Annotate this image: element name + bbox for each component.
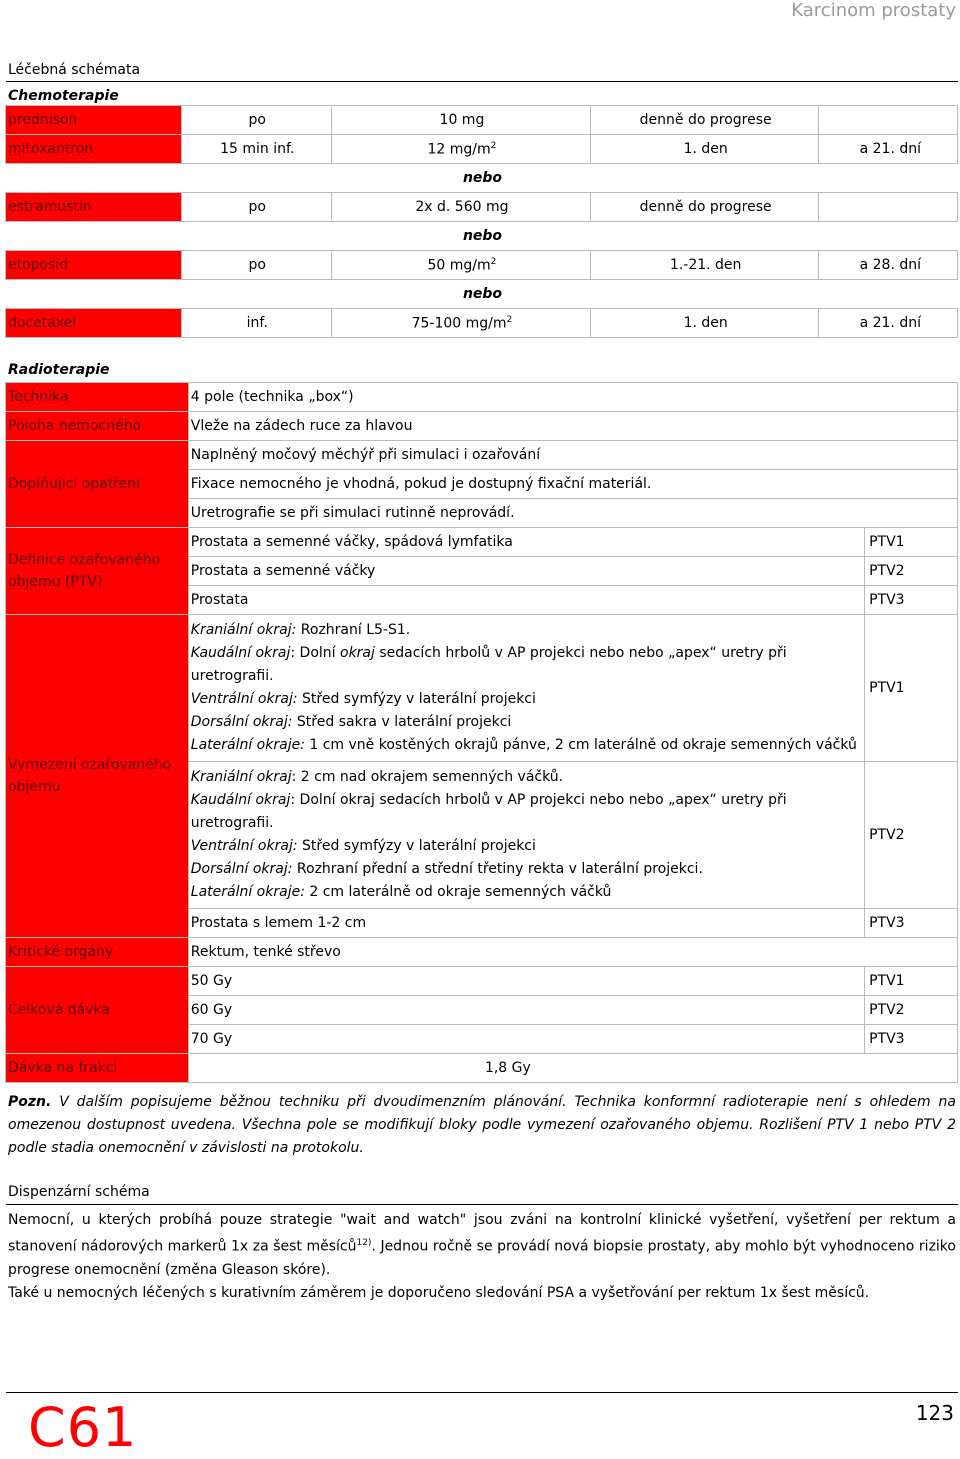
days: denně do progrese xyxy=(591,193,819,222)
note-paragraph xyxy=(8,1091,956,1160)
radio-row-definice xyxy=(6,528,958,557)
ptv2-boundaries xyxy=(188,762,864,909)
chemo-table xyxy=(5,105,958,338)
row-label: Celková dávka xyxy=(6,967,189,1054)
radio-row-frakce xyxy=(6,1054,958,1083)
page-number: 123 xyxy=(915,1401,954,1425)
chemo-row-nebo xyxy=(6,280,958,309)
radio-row-celkova xyxy=(6,967,958,996)
boundary-line: Kraniální okraj: 2 cm nad okrajem semenných váčků. xyxy=(190,769,564,785)
boundary-line: Kaudální okraj: Dolní okraj sedacích hrbolů v AP projekci nebo nebo „apex“ uretry při uretrografii. xyxy=(190,792,787,831)
row-label: Dávka na frakci xyxy=(6,1054,189,1083)
days: denně do progrese xyxy=(591,106,819,135)
chemo-row-nebo xyxy=(6,164,958,193)
dose-value: 70 Gy xyxy=(188,1025,864,1054)
boundary-line: Dorsální okraj: Střed sakra v laterální projekci xyxy=(190,714,512,730)
ptv-tag: PTV3 xyxy=(865,586,958,615)
row-value: Naplněný močový měchýř při simulaci i ozařování xyxy=(188,441,957,470)
section-title-chemo: Chemoterapie xyxy=(8,88,119,104)
cycle xyxy=(819,193,958,222)
ptv-description: Prostata s lemem 1-2 cm xyxy=(188,909,864,938)
chemo-row-nebo xyxy=(6,222,958,251)
boundary-line: Kraniální okraj: Rozhraní L5-S1. xyxy=(190,622,411,638)
ptv-tag: PTV1 xyxy=(865,615,958,762)
ptv-tag: PTV1 xyxy=(865,528,958,557)
drug-name: prednison xyxy=(6,106,182,135)
row-value: Vleže na zádech ruce za hlavou xyxy=(188,412,957,441)
boundary-line: Laterální okraje: 2 cm laterálně od okraje semenných váčků xyxy=(190,884,612,900)
ptv-tag: PTV2 xyxy=(865,557,958,586)
row-label: Vymezení ozařovaného objemu xyxy=(6,615,189,938)
radio-row-kriticke xyxy=(6,938,958,967)
boundary-line: Laterální okraje: 1 cm vně kostěných okrajů pánve, 2 cm laterálně od okraje semenných váčků xyxy=(190,737,857,753)
row-value: 4 pole (technika „box“) xyxy=(188,383,957,412)
dose: 50 $mg/m^2$ xyxy=(331,251,591,280)
boundary-line: Ventrální okraj: Střed symfýzy v laterální projekci xyxy=(190,691,536,707)
chemo-row xyxy=(6,193,958,222)
route: po xyxy=(181,193,331,222)
divider xyxy=(6,1204,958,1205)
dose-value: 50 Gy xyxy=(188,967,864,996)
nebo-separator: nebo xyxy=(6,164,958,193)
dose: 10 mg xyxy=(331,106,591,135)
row-label: Definice ozařovaného objemu (PTV) xyxy=(6,528,189,615)
drug-name: estramustin xyxy=(6,193,182,222)
drug-name: etoposid xyxy=(6,251,182,280)
footer-diagnosis-code: C61 xyxy=(28,1396,138,1459)
section-title-lecebna: Léčebná schémata xyxy=(8,62,141,78)
cycle: a 21. dní xyxy=(819,135,958,164)
dose-value: 60 Gy xyxy=(188,996,864,1025)
cycle: a 28. dní xyxy=(819,251,958,280)
row-value: Fixace nemocného je vhodná, pokud je dostupný fixační materiál. xyxy=(188,470,957,499)
days: 1. den xyxy=(591,135,819,164)
cycle: a 21. dní xyxy=(819,309,958,338)
ptv-tag: PTV3 xyxy=(865,909,958,938)
dose: 75-100 $mg/m^2$ xyxy=(331,309,591,338)
ptv-tag: PTV1 xyxy=(865,967,958,996)
cycle xyxy=(819,106,958,135)
boundary-line: Dorsální okraj: Rozhraní přední a střední třetiny rekta v laterální projekci. xyxy=(190,861,703,877)
nebo-separator: nebo xyxy=(6,222,958,251)
radio-table xyxy=(5,382,958,1083)
disp-body xyxy=(8,1209,956,1305)
row-label: Poloha nemocného xyxy=(6,412,189,441)
route: 15 min inf. xyxy=(181,135,331,164)
route: po xyxy=(181,251,331,280)
chemo-row xyxy=(6,135,958,164)
row-label: Technika xyxy=(6,383,189,412)
drug-name: mitoxantron xyxy=(6,135,182,164)
drug-name: docetaxel xyxy=(6,309,182,338)
chemo-row xyxy=(6,106,958,135)
dose: 2x d. 560 mg xyxy=(331,193,591,222)
chemo-row xyxy=(6,251,958,280)
row-value: Rektum, tenké střevo xyxy=(188,938,957,967)
divider xyxy=(6,81,958,82)
row-value: Uretrografie se při simulaci rutinně neprovádí. xyxy=(188,499,957,528)
row-value: 1,8 Gy xyxy=(188,1054,957,1083)
disp-paragraph: Nemocní, u kterých probíhá pouze strategie "wait and watch" jsou zváni na kontrolní klinické vyšetření, vyšetření per rektum a stanovení nádorových markerů 1x za šest měsíců$^{12)}$. Jednou ročně se provádí nová biopsie prostaty, aby mohlo být vyhodnoceno riziko progrese onemocnění (změna Gleason skóre). xyxy=(8,1212,956,1278)
radio-row-poloha xyxy=(6,412,958,441)
boundary-line: Kaudální okraj: Dolní okraj sedacích hrbolů v AP projekci nebo nebo „apex“ uretry při uretrografii. xyxy=(190,645,787,684)
ptv-tag: PTV3 xyxy=(865,1025,958,1054)
radio-row-vymezeni xyxy=(6,615,958,762)
route: po xyxy=(181,106,331,135)
row-label: Doplňující opatření xyxy=(6,441,189,528)
route: inf. xyxy=(181,309,331,338)
disp-paragraph: Také u nemocných léčených s kurativním záměrem je doporučeno sledování PSA a vyšetřování per rektum 1x šest měsíců. xyxy=(8,1284,870,1301)
section-title-disp: Dispenzární schéma xyxy=(8,1184,150,1200)
ptv-description: Prostata a semenné váčky, spádová lymfatika xyxy=(188,528,864,557)
boundary-line: Ventrální okraj: Střed symfýzy v laterální projekci xyxy=(190,838,536,854)
ptv-description: Prostata xyxy=(188,586,864,615)
chemo-row xyxy=(6,309,958,338)
days: 1. den xyxy=(591,309,819,338)
note-text: V dalším popisujeme běžnou techniku při dvoudimenzním plánování. Technika konformní radioterapie není s ohledem na omezenou dostupnost uvedena. Všechna pole se modifikují bloky podle vymezení ozařovaného objemu. Rozlišení PTV 1 nebo PTV 2 podle stadia onemocnění v závislosti na protokolu. xyxy=(8,1094,956,1156)
dose: 12 $mg/m^2$ xyxy=(331,135,591,164)
note-label: Pozn. xyxy=(8,1094,52,1110)
footer-divider xyxy=(6,1392,958,1393)
ptv-description: Prostata a semenné váčky xyxy=(188,557,864,586)
nebo-separator: nebo xyxy=(6,280,958,309)
days: 1.-21. den xyxy=(591,251,819,280)
radio-row-doplnujici xyxy=(6,441,958,470)
row-label: Kritické orgány xyxy=(6,938,189,967)
running-header-title: Karcinom prostaty xyxy=(791,0,956,21)
section-title-radio: Radioterapie xyxy=(8,362,110,378)
ptv1-boundaries xyxy=(188,615,864,762)
ptv-tag: PTV2 xyxy=(865,762,958,909)
ptv-tag: PTV2 xyxy=(865,996,958,1025)
radio-row-technika xyxy=(6,383,958,412)
